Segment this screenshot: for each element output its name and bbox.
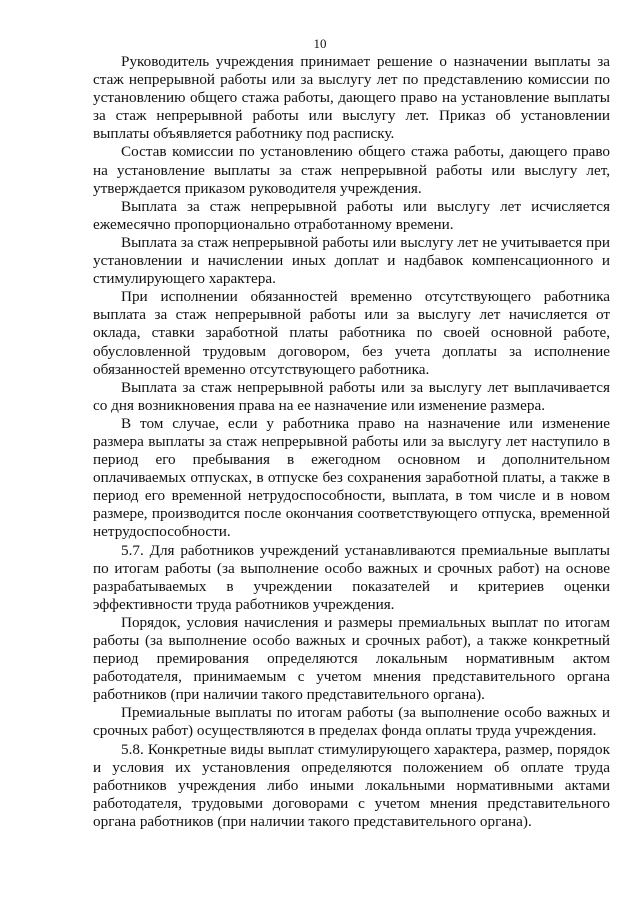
paragraph-monthly-calculation: Выплата за стаж непрерывной работы или выслугу лет исчисляется ежемесячно пропорционально отработанному времени. <box>93 197 610 233</box>
paragraph-temporary-absence-duties: При исполнении обязанностей временно отсутствующего работника выплата за стаж непрерывной работы или за выслугу лет начисляется от оклада, ставки заработной платы работника по своей основной работе, обусловленной трудовым договором, без учета доплаты за исполнение обязанностей временно отсутствующего работника. <box>93 288 610 378</box>
paragraph-commission-composition: Состав комиссии по установлению общего стажа работы, дающего право на установление выплаты за стаж непрерывной работы или выслугу лет, утверждается приказом руководителя учреждения. <box>93 143 610 197</box>
paragraph-vacation-or-sick-leave: В том случае, если у работника право на назначение или изменение размера выплаты за стаж непрерывной работы или за выслугу лет наступило в период его пребывания в ежегодном основном и дополнительном оплачиваемых отпусках, в отпуске без сохранения заработной платы, а также в период его временной нетрудоспособности, выплата, в том числе и в новом размере, производится после окончания соответствующего отпуска, временной нетрудоспособности. <box>93 414 610 541</box>
page-number: 10 <box>313 36 327 51</box>
paragraph-not-included-in-allowances: Выплата за стаж непрерывной работы или выслугу лет не учитывается при установлении и начислении иных доплат и надбавок компенсационного и стимулирующего характера. <box>93 233 610 288</box>
paragraph-section-5-8-incentives: 5.8. Конкретные виды выплат стимулирующего характера, размер, порядок и условия их установления определяются положением об оплате труда работников учреждения либо иными локальными нормативными актами работодателя, трудовыми договорами с учетом мнения представительного органа работников (при наличии такого представительного органа). <box>93 740 610 830</box>
document-body <box>93 53 610 831</box>
paragraph-bonus-procedure: Порядок, условия начисления и размеры премиальных выплат по итогам работы (за выполнение особо важных и срочных работ), а также конкретный период премирования определяются локальным нормативным актом работодателя, принимаемым с учетом мнения представительного органа работников (при наличии такого представительного органа). <box>93 613 610 704</box>
paragraph-decision-on-payment: Руководитель учреждения принимает решение о назначении выплаты за стаж непрерывной работы или за выслугу лет по представлению комиссии по установлению общего стажа работы, дающего право на установление выплаты за стаж непрерывной работы или выслугу лет. Приказ об установлении выплаты объявляется работнику под расписку. <box>93 53 610 143</box>
paragraph-section-5-7-bonuses: 5.7. Для работников учреждений устанавливаются премиальные выплаты по итогам работы (за выполнение особо важных и срочных работ) на основе разрабатываемых в учреждении показателей и критериев оценки эффективности труда работников учреждения. <box>93 541 610 613</box>
paragraph-payment-start-date: Выплата за стаж непрерывной работы или за выслугу лет выплачивается со дня возникновения права на ее назначение или изменение размера. <box>93 378 610 414</box>
paragraph-bonus-fund-limit: Премиальные выплаты по итогам работы (за выполнение особо важных и срочных работ) осуществляются в пределах фонда оплаты труда учреждения. <box>93 704 610 740</box>
